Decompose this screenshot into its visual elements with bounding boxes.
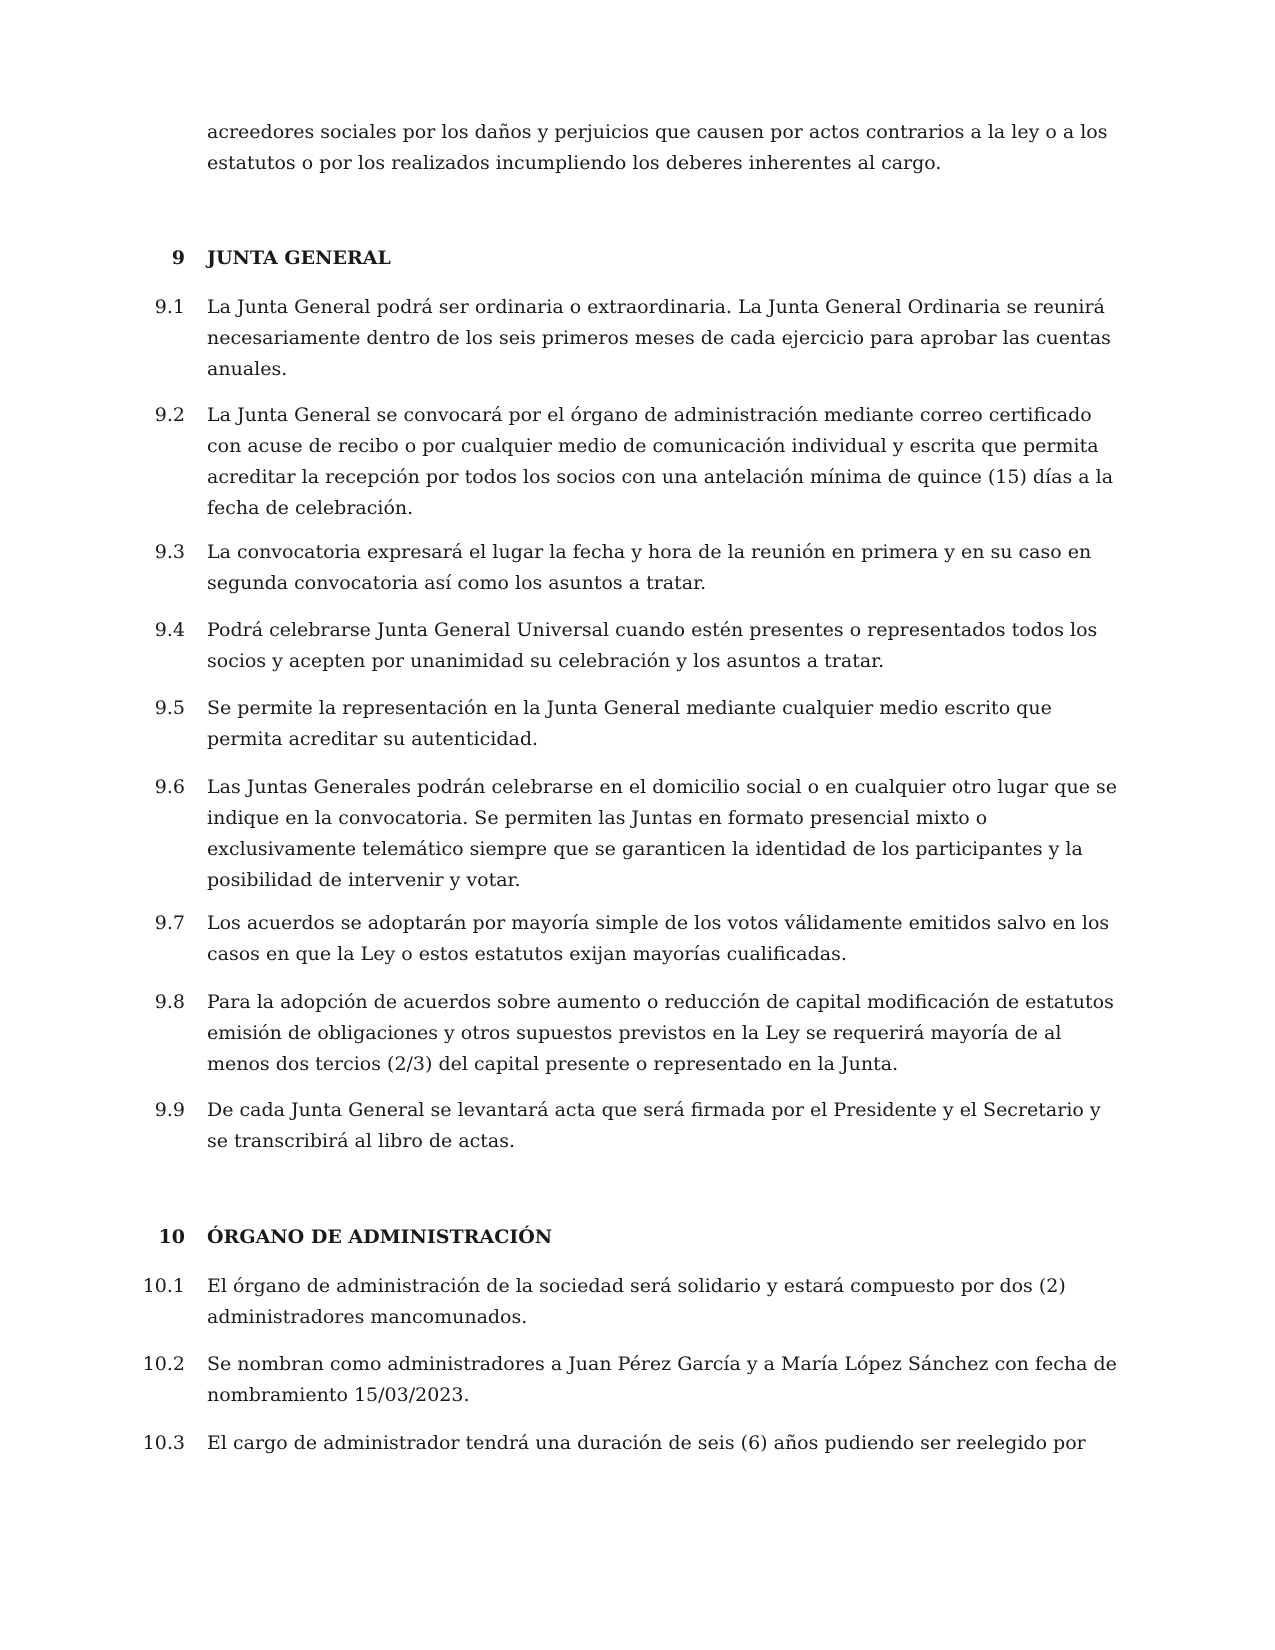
- clause-number: 9.2: [154, 404, 185, 426]
- section-number: 10: [158, 1226, 185, 1248]
- clause-number: 9.3: [154, 541, 185, 563]
- clause-text: Para la adopción de acuerdos sobre aumento o reducción de capital modificación de estatutos emisión de obligaciones y otros supuestos previstos en la Ley se requerirá mayoría de al menos dos tercios (2/3) del capital presente o representado en la Junta.: [207, 991, 1114, 1075]
- clause-number: 9.4: [154, 619, 185, 641]
- intro-paragraph: acreedores sociales por los daños y perjuicios que causen por actos contrarios a la ley o a los estatutos o por los realizados incumpliendo los deberes inherentes al cargo.: [207, 121, 1108, 174]
- section-number: 9: [171, 247, 185, 269]
- clause-number: 9.9: [154, 1099, 185, 1121]
- clause-number: 9.5: [154, 697, 185, 719]
- section-title: ÓRGANO DE ADMINISTRACIÓN: [207, 1226, 553, 1248]
- clause-number: 10.1: [142, 1275, 185, 1297]
- clause-text: De cada Junta General se levantará acta que será firmada por el Presidente y el Secretario y se transcribirá al libro de actas.: [207, 1099, 1101, 1152]
- clause-text: Se nombran como administradores a Juan Pérez García y a María López Sánchez con fecha de nombramiento 15/03/2023.: [207, 1353, 1117, 1406]
- clause-text: La convocatoria expresará el lugar la fecha y hora de la reunión en primera y en su caso en segunda convocatoria así como los asuntos a tratar.: [207, 541, 1092, 594]
- section-title: JUNTA GENERAL: [207, 247, 391, 269]
- clause-text: Se permite la representación en la Junta General mediante cualquier medio escrito que permita acreditar su autenticidad.: [207, 697, 1052, 750]
- clause-text: Podrá celebrarse Junta General Universal cuando estén presentes o representados todos los socios y acepten por unanimidad su celebración y los asuntos a tratar.: [207, 619, 1098, 672]
- clause-number: 9.7: [154, 912, 185, 934]
- clause-text: La Junta General se convocará por el órgano de administración mediante correo certificado con acuse de recibo o por cualquier medio de comunicación individual y escrita que permita acreditar la recepción por todos los socios con una antelación mínima de quince (15) días a la fecha de celebración.: [207, 404, 1114, 519]
- clause-text: Las Juntas Generales podrán celebrarse en el domicilio social o en cualquier otro lugar que se indique en la convocatoria. Se permiten las Juntas en formato presencial mixto o exclusivamente telemático siempre que se garanticen la identidad de los participantes y la posibilidad de intervenir y votar.: [207, 776, 1117, 891]
- clause-text: El órgano de administración de la sociedad será solidario y estará compuesto por dos (2) administradores mancomunados.: [207, 1275, 1066, 1328]
- clause-text: Los acuerdos se adoptarán por mayoría simple de los votos válidamente emitidos salvo en los casos en que la Ley o estos estatutos exijan mayorías cualificadas.: [207, 912, 1110, 965]
- clause-text: El cargo de administrador tendrá una duración de seis (6) años pudiendo ser reelegido por: [207, 1432, 1086, 1454]
- clause-number: 9.8: [154, 991, 185, 1013]
- clause-number: 9.1: [154, 296, 185, 318]
- clause-text: La Junta General podrá ser ordinaria o extraordinaria. La Junta General Ordinaria se reunirá necesariamente dentro de los seis primeros meses de cada ejercicio para aprobar las cuentas anuales.: [207, 296, 1111, 380]
- clause-number: 10.2: [142, 1353, 185, 1375]
- clause-number: 9.6: [154, 776, 185, 798]
- clause-number: 10.3: [142, 1432, 185, 1454]
